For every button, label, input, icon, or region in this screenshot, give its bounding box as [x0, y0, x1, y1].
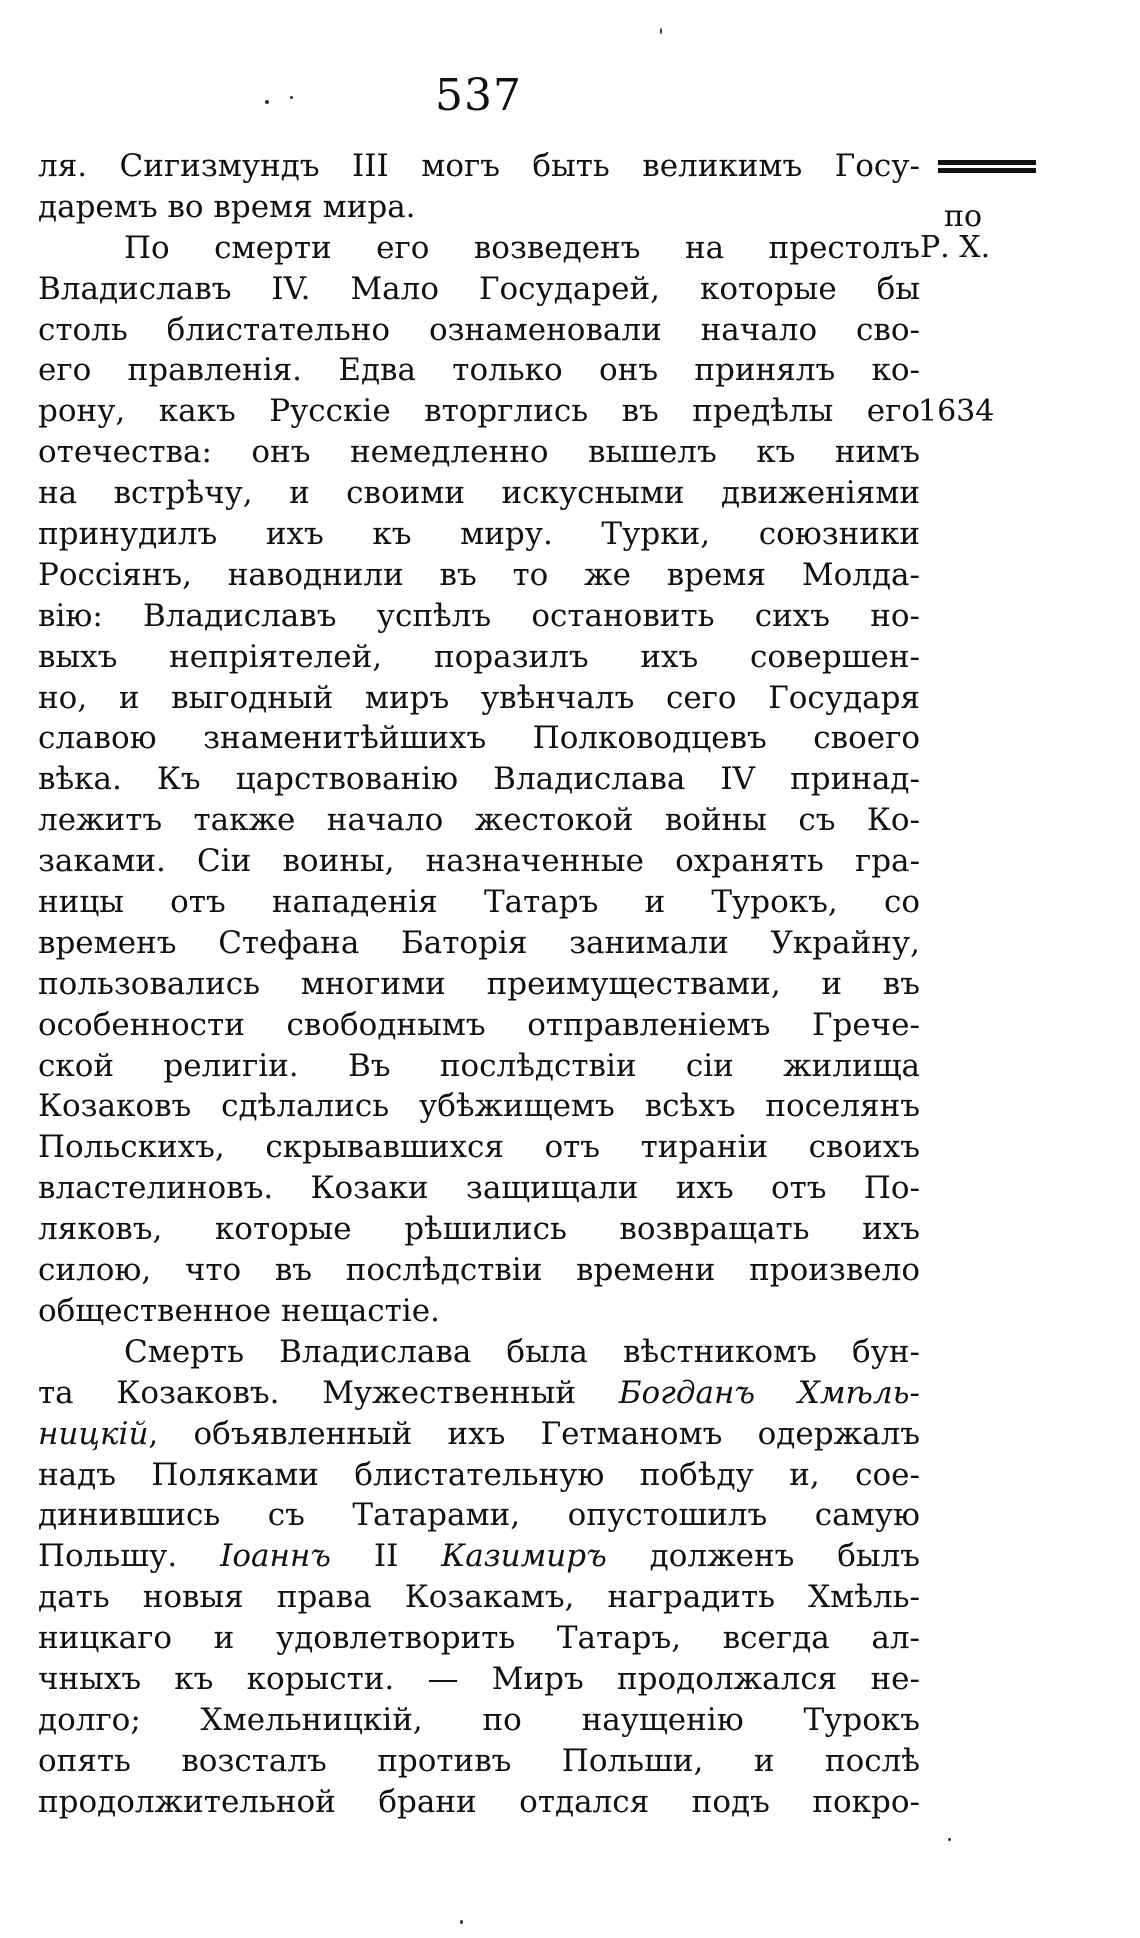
text-line-25: Польскихъ, скрывавшихся отъ тираніи своихъ — [38, 1129, 920, 1166]
text-line-4: Владиславъ IV. Мало Государей, которые бы — [38, 270, 920, 307]
text-line-17: лежитъ также начало жестокой войны съ Ко- — [38, 802, 920, 839]
ink-speck — [265, 100, 269, 104]
regnal-number: II — [330, 1538, 442, 1575]
text-line-12: вію: Владиславъ успѣлъ остановить сихъ но- — [38, 597, 920, 634]
text-line-9: на встрѣчу, и своими искусными движеніями — [38, 475, 920, 512]
text-line-16: вѣка. Къ царствованію Владислава IV принад- — [38, 761, 920, 798]
text-line-15: славою знаменитѣйшихъ Полководцевъ своего — [38, 720, 920, 757]
text-line-5: столь блистательно ознаменовали начало сво- — [38, 311, 920, 348]
text-line-7: рону, какъ Русскіе вторглись въ предѣлы его — [38, 393, 920, 430]
text-line-24: Козаковъ сдѣлались убѣжищемъ всѣхъ поселянъ — [38, 1088, 920, 1125]
margin-note-era-line2: Р. Х. — [920, 230, 991, 265]
text-line-22: особенности свободнымъ отправленіемъ Грече- — [38, 1006, 920, 1043]
name-bogdan-khmelnitsky: Богданъ Хмѣль- — [618, 1374, 920, 1411]
text-line-39: долго; Хмельницкій, по наущенію Турокъ — [38, 1701, 920, 1738]
ink-speck — [660, 28, 662, 34]
text-line-32-rest: , объявленный ихъ Гетманомъ одержалъ — [148, 1415, 920, 1452]
margin-note-year: 1634 — [918, 394, 995, 429]
text-line-19: ницы отъ нападенія Татаръ и Турокъ, со — [38, 884, 920, 921]
text-line-34: динившись съ Татарами, опустошилъ самую — [38, 1497, 920, 1534]
name-ioann: Іоаннъ — [220, 1538, 331, 1575]
text-line-3: По смерти его возведенъ на престолъ — [124, 229, 920, 266]
text-line-40: опять возсталъ противъ Польши, и послѣ — [38, 1742, 920, 1779]
text-line-20: временъ Стефана Баторія занимали Украйну, — [38, 924, 920, 961]
text-line-31-start: та Козаковъ. Мужественный — [38, 1374, 619, 1411]
margin-rule-bottom — [938, 168, 1036, 173]
text-line-11: Россіянъ, наводнили въ то же время Молда- — [38, 556, 920, 593]
text-line-35-rest: долженъ былъ — [606, 1538, 920, 1575]
text-line-33: надъ Поляками блистательную побѣду и, сое- — [38, 1456, 920, 1493]
text-line-1: ля. Сигизмундъ III могъ быть великимъ Госу- — [38, 148, 920, 184]
text-line-30: Смерть Владислава была вѣстникомъ бун- — [124, 1333, 920, 1370]
name-khmelnitsky-end: ницкій — [38, 1415, 149, 1452]
page-number: 537 — [435, 70, 522, 121]
text-line-8: отечества: онъ немедленно вышелъ къ нимъ — [38, 434, 920, 471]
text-line-28: силою, что въ послѣдствіи времени произвело — [38, 1252, 920, 1289]
text-line-21: пользовались многими преимуществами, и въ — [38, 965, 920, 1002]
text-line-29: общественное нещастіе. — [38, 1292, 440, 1329]
text-line-18: заками. Сіи воины, назначенные охранять гра- — [38, 843, 920, 880]
text-line-31 — [38, 1373, 920, 1414]
ink-speck — [290, 96, 293, 99]
text-line-27: ляковъ, которые рѣшились возвращать ихъ — [38, 1211, 920, 1248]
text-line-38: чныхъ къ корысти. — Миръ продолжался не- — [38, 1660, 920, 1697]
text-line-14: но, и выгодный миръ увѣнчалъ сего Государя — [38, 679, 920, 716]
text-line-23: ской религіи. Въ послѣдствіи сіи жилища — [38, 1047, 920, 1084]
text-line-36: дать новыя права Козакамъ, наградить Хмѣль- — [38, 1579, 920, 1616]
text-line-32 — [38, 1414, 920, 1455]
text-line-41: продолжительной брани отдался подъ покро- — [38, 1783, 920, 1820]
name-kazimir: Казимиръ — [441, 1538, 607, 1575]
body-text — [38, 146, 920, 1823]
ink-speck — [460, 1920, 463, 1924]
text-line-13: выхъ непріятелей, поразилъ ихъ совершен- — [38, 638, 920, 675]
ink-speck — [948, 1838, 951, 1841]
text-line-26: властелиновъ. Козаки защищали ихъ отъ По- — [38, 1170, 920, 1207]
text-line-6: его правленія. Едва только онъ принялъ ко- — [38, 352, 920, 389]
text-line-10: принудилъ ихъ къ миру. Турки, союзники — [38, 516, 920, 553]
text-line-35-start: Польшу. — [38, 1538, 221, 1575]
margin-rule-top — [938, 160, 1036, 165]
text-line-37: ницкаго и удовлетворить Татаръ, всегда ал- — [38, 1620, 920, 1657]
text-line-2: даремъ во время мира. — [38, 188, 416, 225]
margin-note-era-line1: по — [944, 199, 983, 234]
text-line-35 — [38, 1536, 920, 1577]
